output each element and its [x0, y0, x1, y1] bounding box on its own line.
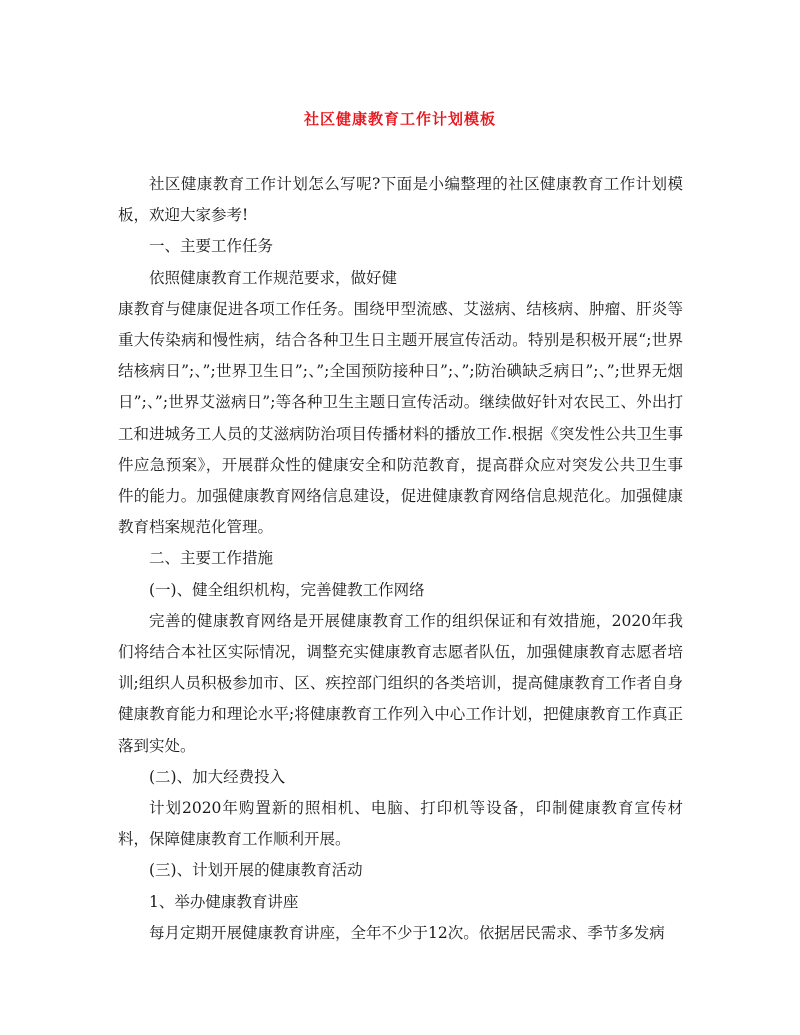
paragraph-lectures: 每月定期开展健康教育讲座，全年不少于12次。依据居民需求、季节多发病 — [149, 923, 665, 942]
document-title: 社区健康教育工作计划模板 — [303, 110, 496, 128]
paragraph-tasks-body: 康教育与健康促进各项工作任务。围绕甲型流感、艾滋病、结核病、肿瘤、肝炎等重大传染病和慢性病，结合各种卫生日主题开展宣传活动。特别是积极开展“;世界结核病日”;、”;世界卫生日”;、”;全国预防接种日”;、”;防治碘缺乏病日”;、”;世界无烟日”;、”;世界艾滋病日”;等各种卫生主题日宣传活动。继续做好针对农民工、外出打工和进城务工人员的艾滋病防治项目传播材料的播放工作.根据《突发性公共卫生事件应急预案》，开展群众性的健康安全和防范教育，提高群众应对突发公共卫生事件的能力。加强健康教育网络信息建设，促进健康教育网络信息规范化。加强健康教育档案规范化管理。 — [118, 299, 683, 537]
subheading-organization: (一)、健全组织机构，完善健教工作网络 — [149, 580, 425, 599]
subheading-funding: (二)、加大经费投入 — [149, 767, 286, 786]
heading-main-measures: 二、主要工作措施 — [149, 549, 274, 568]
document-body — [118, 169, 683, 949]
subheading-lectures: 1、举办健康教育讲座 — [149, 892, 299, 911]
paragraph-intro: 社区健康教育工作计划怎么写呢?下面是小编整理的社区健康教育工作计划模板，欢迎大家参考! — [118, 175, 683, 225]
paragraph-tasks-lead: 依照健康教育工作规范要求，做好健 — [149, 268, 398, 287]
heading-main-tasks: 一、主要工作任务 — [149, 237, 274, 256]
paragraph-organization: 完善的健康教育网络是开展健康教育工作的组织保证和有效措施，2020年我们将结合本社区实际情况，调整充实健康教育志愿者队伍，加强健康教育志愿者培训;组织人员积极参加市、区、疾控部门组织的各类培训，提高健康教育工作者自身健康教育能力和理论水平;将健康教育工作列入中心工作计划，把健康教育工作真正落到实处。 — [118, 611, 683, 755]
subheading-activities: (三)、计划开展的健康教育活动 — [149, 861, 363, 880]
paragraph-funding: 计划2020年购置新的照相机、电脑、打印机等设备，印制健康教育宣传材料，保障健康教育工作顺利开展。 — [118, 799, 683, 849]
